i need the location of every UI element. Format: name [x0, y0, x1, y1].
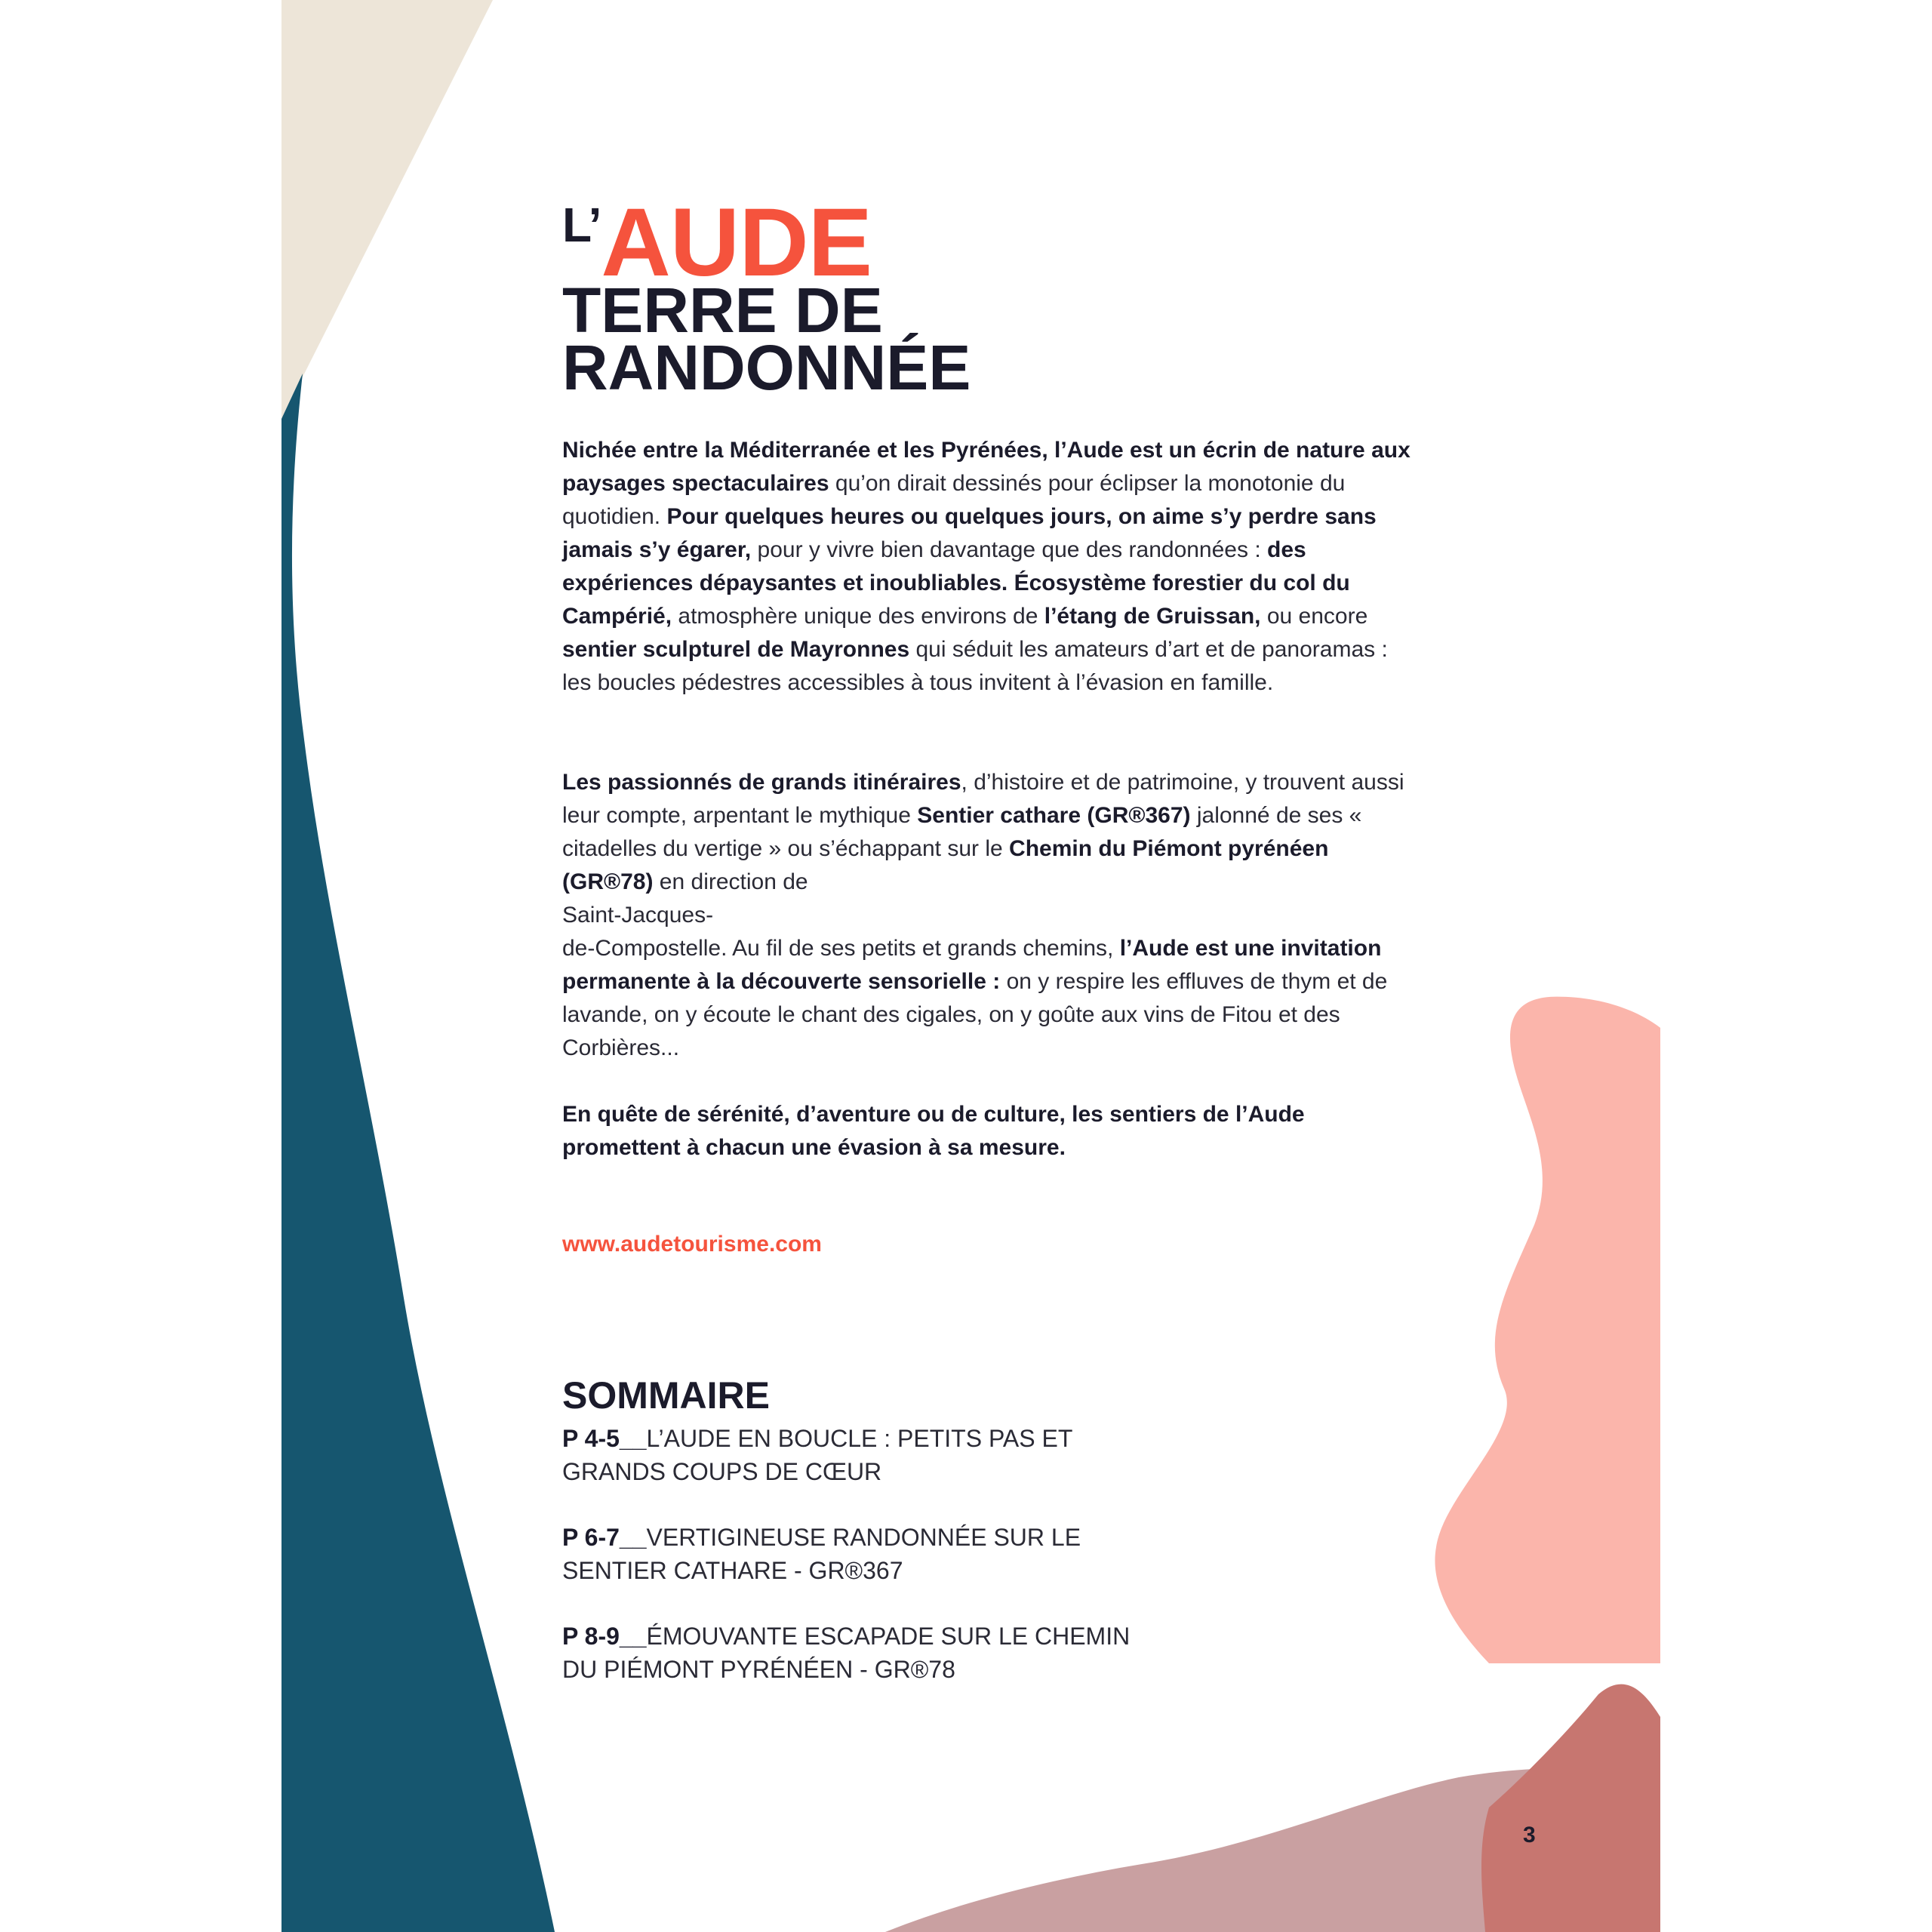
intro-bold-2: Pour quelques heures ou quelques jours, on aime s’y perdre sans jamais s’y égarer, [562, 504, 1377, 562]
title-highlight: AUDE [601, 189, 872, 297]
second-text-3: en direction de [653, 869, 808, 894]
intro-text-2: pour y vivre bien davantage que des randonnées : [751, 537, 1267, 562]
toc-item[interactable] [562, 1422, 1166, 1488]
toc-text: L’AUDE EN BOUCLE : PETITS PAS ET GRANDS COUPS DE CŒUR [562, 1425, 1072, 1485]
second-text-1: , d’histoire et de patrimoine, y trouvent aussi leur compte, arpentant le mythique [562, 770, 1404, 828]
website-link[interactable]: www.audetourisme.com [562, 1232, 822, 1257]
toc-item[interactable] [562, 1521, 1166, 1587]
intro-bold-3: des expériences dépaysantes et inoubliables. Écosystème forestier du col du Campérié, [562, 537, 1350, 629]
second-line-b: de-Compostelle. Au fil de ses petits et grands chemins, [562, 936, 1120, 961]
closing-paragraph [562, 1098, 1415, 1164]
second-bold-1: Les passionnés de grands itinéraires [562, 770, 961, 795]
title-line-3: RANDONNÉE [562, 332, 971, 403]
second-bold-4: l’Aude est une invitation permanente à la découverte sensorielle : [562, 936, 1382, 994]
second-bold-3: Chemin du Piémont pyrénéen (GR®78) [562, 836, 1329, 894]
toc-text: ÉMOUVANTE ESCAPADE SUR LE CHEMIN DU PIÉMONT PYRÉNÉEN - GR®78 [562, 1623, 1131, 1683]
intro-text-1: qu’on dirait dessinés pour éclipser la monotonie du quotidien. [562, 471, 1346, 529]
intro-text-4: ou encore [1260, 604, 1368, 629]
pink-blob-shape [1435, 997, 1660, 1663]
beige-shape [281, 0, 493, 419]
intro-paragraph [562, 434, 1415, 700]
toc-page: P 8-9__ [562, 1623, 647, 1650]
title-prefix: L’ [562, 198, 601, 252]
intro-text-5: qui séduit les amateurs d’art et de panoramas : les boucles pédestres accessibles à tous invitent à l’évasion en famille. [562, 637, 1388, 695]
page-number: 3 [1523, 1823, 1536, 1847]
brochure-page [281, 0, 1660, 1932]
page-title [562, 189, 1317, 403]
toc-page: P 4-5__ [562, 1425, 647, 1452]
second-paragraph [562, 766, 1415, 1065]
teal-wave-shape [281, 374, 555, 1932]
second-bold-2: Sentier cathare (GR®367) [917, 803, 1191, 828]
closing-text: En quête de sérénité, d’aventure ou de culture, les sentiers de l’Aude promettent à chacun une évasion à sa mesure. [562, 1102, 1305, 1160]
second-text-4: on y respire les effluves de thym et de lavande, on y écoute le chant des cigales, on y goûte aux vins de Fitou et des Corbières... [562, 969, 1388, 1060]
intro-bold-4: l’étang de Gruissan, [1044, 604, 1261, 629]
title-line-2: TERRE DE [562, 275, 883, 346]
intro-bold-5: sentier sculpturel de Mayronnes [562, 637, 910, 662]
sommaire-title: SOMMAIRE [562, 1374, 770, 1417]
toc-text: VERTIGINEUSE RANDONNÉE SUR LE SENTIER CATHARE - GR®367 [562, 1524, 1081, 1584]
second-text-2: jalonné de ses « citadelles du vertige » ou s’échappant sur le [562, 803, 1362, 861]
toc-page: P 6-7__ [562, 1524, 647, 1551]
deep-rose-overlap-shape [1481, 1684, 1660, 1932]
second-line-a: Saint-Jacques- [562, 903, 714, 928]
toc-item[interactable] [562, 1620, 1166, 1686]
intro-bold-1: Nichée entre la Méditerranée et les Pyrénées, l’Aude est un écrin de nature aux paysages spectaculaires [562, 438, 1411, 496]
intro-text-3: atmosphère unique des environs de [672, 604, 1044, 629]
